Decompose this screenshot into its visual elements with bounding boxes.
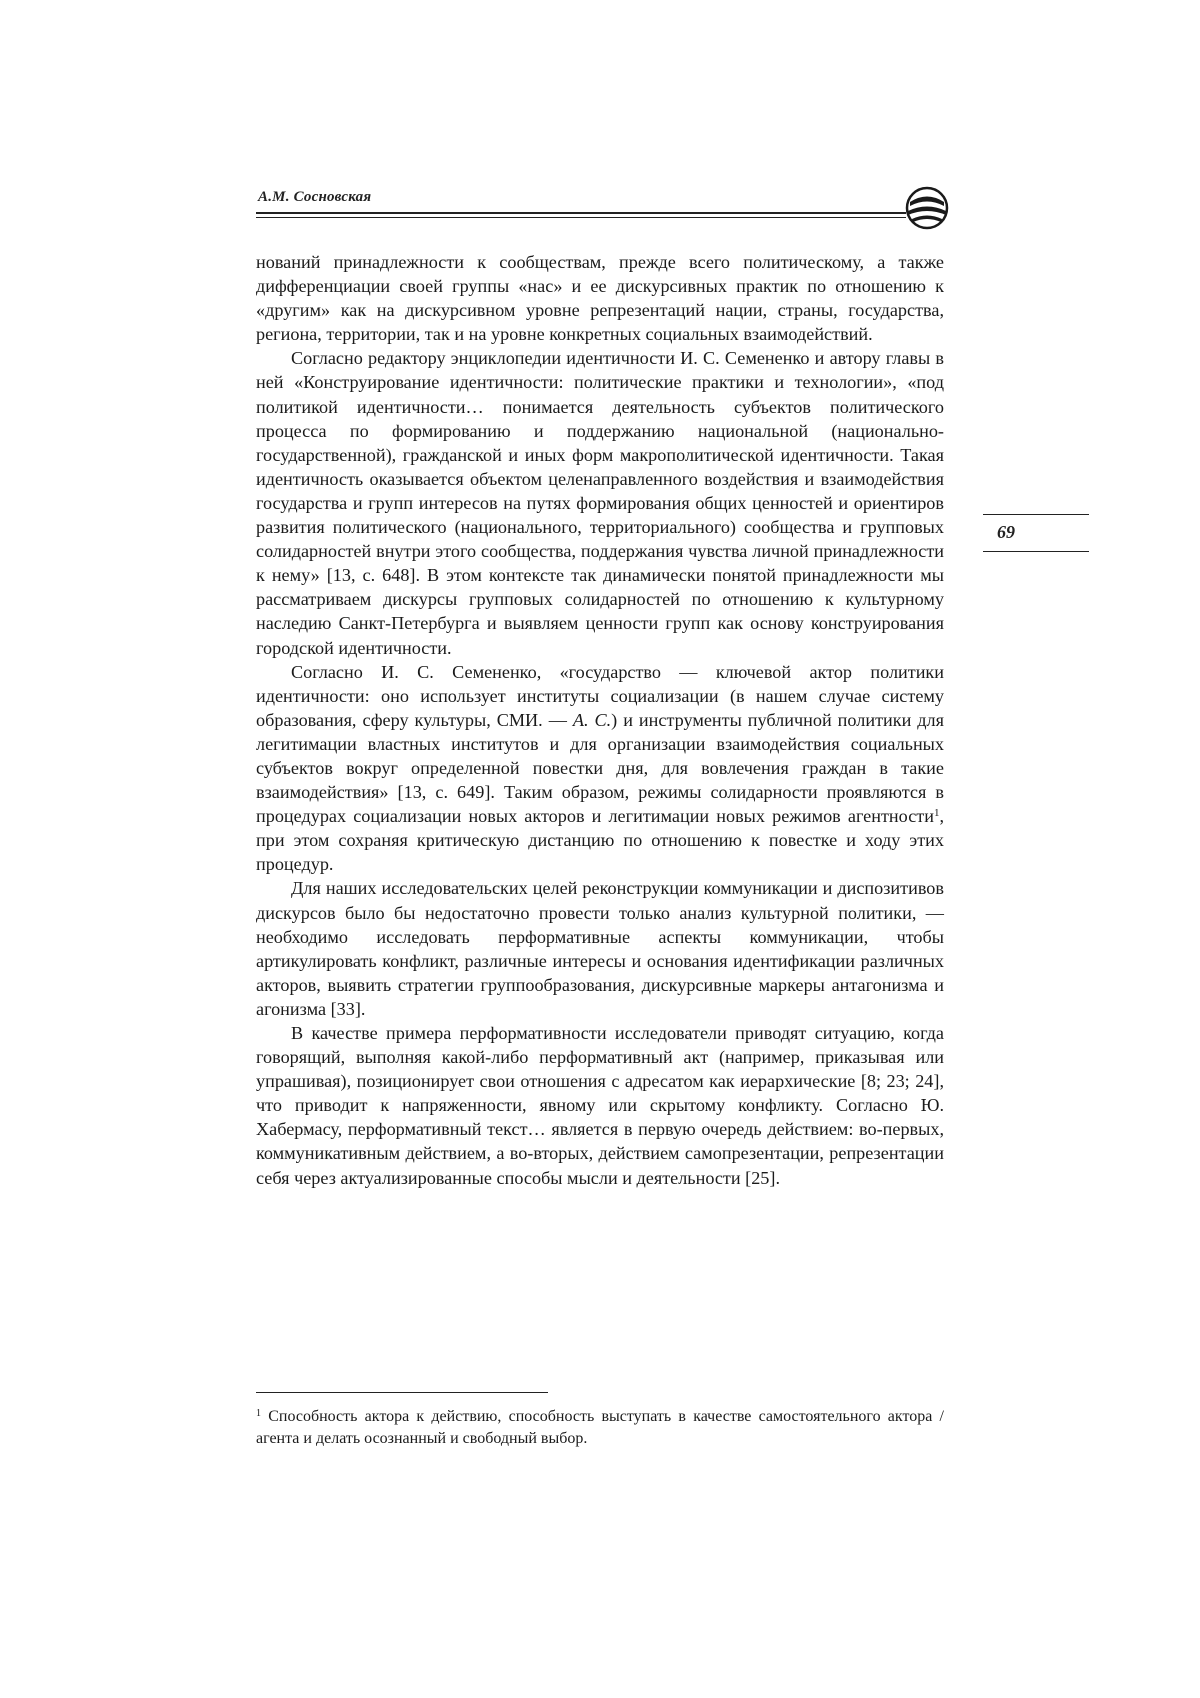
header-author: А.М. Сосновская (258, 189, 372, 205)
header-rule-thin (256, 217, 906, 218)
journal-logo-icon (904, 185, 950, 231)
footnote-reference[interactable]: 1 (933, 807, 940, 820)
main-text (256, 250, 944, 1190)
page-number-box (983, 514, 1089, 552)
page-number: 69 (997, 522, 1015, 542)
paragraph-4: Для наших исследовательских целей реконструкции коммуникации и диспозитивов дискурсов было бы недостаточно провести только анализ культурной политики, — необходимо исследовать перформативные аспекты коммуникации, чтобы артикулировать конфликт, различные интересы и основания идентификации различных акторов, выявить стратегии группообразования, дискурсивные маркеры антагонизма и агонизма [33]. (256, 878, 944, 1019)
paragraph-3-text-b: ) и инструменты публичной политики для легитимации властных институтов и для организации взаимодействия социальных субъектов вокруг определенной повестки дня, для вовлечения граждан в такие взаимодействия» [13, с. 649]. Таким образом, режимы солидарности проявляются в процедурах социализации новых акторов и легитимации новых режимов агентности (256, 709, 944, 827)
paragraph-3-text-c: , при этом сохраняя критическую дистанцию по отношению к повестке и ходу этих процедур. (256, 806, 944, 875)
footnote-marker: 1 (256, 1408, 261, 1419)
footnote-text: Способность актора к действию, способность выступать в качестве самостоятельного актора / агента и делать осознанный и свободный выбор. (256, 1408, 944, 1447)
footnote-separator (256, 1392, 548, 1393)
paragraph-3-text-a: Согласно И. С. Семененко, «государство — ключевой актор политики идентичности: оно использует институты социализации (в нашем случае систему образования, сферу культуры, СМИ. — (256, 661, 944, 730)
editor-initials: А. С. (572, 709, 612, 730)
paragraph-2: Согласно редактору энциклопедии идентичности И. С. Семененко и автору главы в ней «Конструирование идентичности: политические практики и технологии», «под политикой идентичности… понимается деятельность субъектов политического процесса по формированию и поддержанию национальной (национально-государственной), гражданской и иных форм макрополитической идентичности. Такая идентичность оказывается объектом целенаправленного воздействия и взаимодействия государства и групп интересов на путях формирования общих ценностей и ориентиров развития политического (национального, территориального) сообщества и групповых солидарностей внутри этого сообщества, поддержания чувства личной принадлежности к нему» [13, с. 648]. В этом контексте так динамически понятой принадлежности мы рассматриваем дискурсы групповых солидарностей по отношению к культурному наследию Санкт-Петербурга и выявляем ценности групп как основу конструирования городской идентичности. (256, 348, 944, 658)
header-rule-thick (256, 212, 906, 214)
running-header (256, 189, 940, 229)
paragraph-3 (256, 660, 944, 877)
paragraph-5: В качестве примера перформативности исследователи приводят ситуацию, когда говорящий, выполняя какой-либо перформативный акт (например, приказывая или упрашивая), позиционирует свои отношения с адресатом как иерархические [8; 23; 24], что приводит к напряженности, явному или скрытому конфликту. Согласно Ю. Хабермасу, перформативный текст… является в первую очередь действием: во-первых, коммуникативным действием, а во-вторых, действием самопрезентации, репрезентации себя через актуализированные способы мысли и деятельности [25]. (256, 1023, 944, 1188)
paragraph-1: нований принадлежности к сообществам, прежде всего политическому, а также дифференциации своей группы «нас» и ее дискурсивных практик по отношению к «другим» как на дискурсивном уровне репрезентаций нации, страны, государства, региона, территории, так и на уровне конкретных социальных взаимодействий. (256, 252, 944, 345)
footnote (256, 1406, 944, 1450)
